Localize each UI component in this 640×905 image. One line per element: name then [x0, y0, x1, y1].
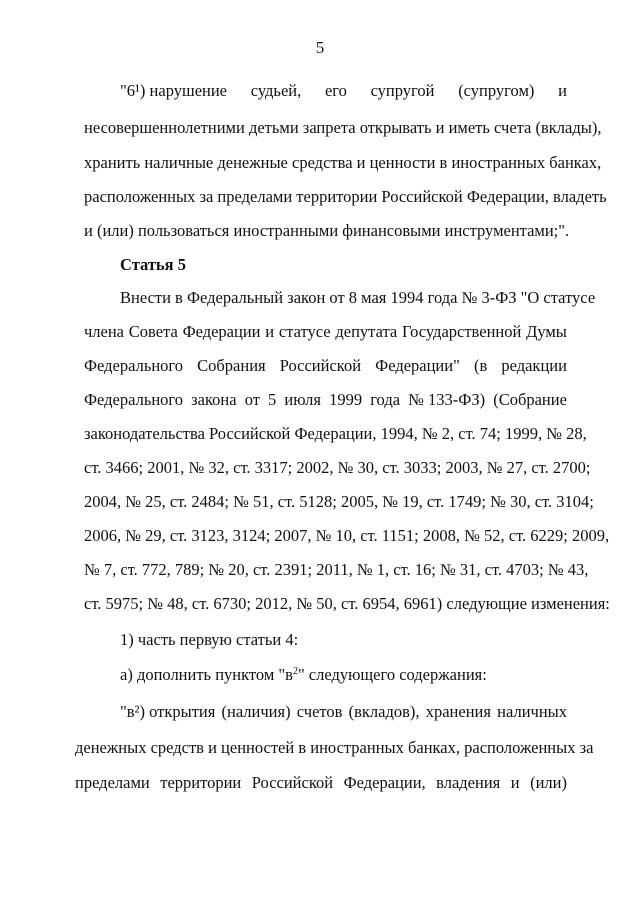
word: хранения	[425, 702, 491, 721]
item-a-text-after: " следующего содержания:	[297, 665, 487, 684]
word: (наличия)	[221, 702, 291, 721]
word: Федерального	[84, 356, 184, 375]
paragraph-6-1-line-1	[120, 81, 567, 101]
word: счетов	[296, 702, 343, 721]
word: (или)	[530, 773, 567, 792]
word: Думы	[526, 322, 567, 341]
word: и	[510, 773, 520, 792]
word: 5	[268, 390, 277, 409]
word: Совета	[128, 322, 178, 341]
word: члена	[84, 322, 125, 341]
word: редакции	[501, 356, 567, 375]
paragraph-6-1-line-4: расположенных за пределами территории Российской Федерации, владеть	[84, 187, 607, 206]
word: Федерального	[84, 390, 184, 409]
word: депутата	[335, 322, 398, 341]
paragraph-6-1-line-5: и (или) пользоваться иностранными финансовыми инструментами;".	[84, 221, 570, 240]
word: территории	[160, 773, 242, 792]
article-line-10: ст. 5975; № 48, ст. 6730; 2012, № 50, ст. 6954, 6961) следующие изменения:	[84, 594, 610, 613]
article-line-1: Внести в Федеральный закон от 8 мая 1994 года № 3-ФЗ "О статусе	[120, 288, 596, 307]
word: Российской	[279, 356, 362, 375]
word: № 133-ФЗ)	[408, 390, 486, 409]
word: от	[244, 390, 260, 409]
word: судьей,	[250, 81, 302, 100]
word: и	[265, 322, 275, 341]
item-1: 1) часть первую статьи 4:	[120, 630, 299, 649]
word: Федерации	[182, 322, 261, 341]
word: и	[558, 81, 567, 100]
item-a-text-before: а) дополнить пунктом "в	[120, 665, 293, 684]
quote-v2-line-2: денежных средств и ценностей в иностранных банках, расположенных за	[75, 738, 594, 757]
word: Российской	[251, 773, 334, 792]
word: закона	[191, 390, 237, 409]
word: июля	[284, 390, 321, 409]
word: наличных	[497, 702, 567, 721]
item-a	[120, 665, 567, 685]
quote-v2-line-1	[120, 702, 567, 722]
word: "в²) открытия	[120, 702, 216, 721]
word: Федерации"	[375, 356, 460, 375]
word: (в	[473, 356, 488, 375]
article-line-4	[84, 390, 567, 410]
word: (супругом)	[458, 81, 535, 100]
article-line-7: 2004, № 25, ст. 2484; № 51, ст. 5128; 2005, № 19, ст. 1749; № 30, ст. 3104;	[84, 492, 594, 511]
word: Федерации,	[343, 773, 426, 792]
word: 1999	[329, 390, 363, 409]
word: статусе	[278, 322, 331, 341]
word: супругой	[370, 81, 435, 100]
word: владения	[436, 773, 501, 792]
article-line-9: № 7, ст. 772, 789; № 20, ст. 2391; 2011, № 1, ст. 16; № 31, ст. 4703; № 43,	[84, 560, 589, 579]
article-heading: Статья 5	[120, 255, 186, 274]
article-line-6: ст. 3466; 2001, № 32, ст. 3317; 2002, № 30, ст. 3033; 2003, № 27, ст. 2700;	[84, 458, 591, 477]
word: "6¹) нарушение	[120, 81, 228, 100]
quote-v2-line-3	[75, 773, 567, 793]
page-number: 5	[315, 38, 325, 57]
article-line-3	[84, 356, 567, 376]
paragraph-6-1-line-3: хранить наличные денежные средства и ценности в иностранных банках,	[84, 153, 602, 172]
word: (Собрание	[493, 390, 567, 409]
paragraph-6-1-line-2: несовершеннолетними детьми запрета открывать и иметь счета (вклады),	[84, 118, 602, 137]
item-a-superscript: 2	[292, 666, 298, 677]
article-line-5: законодательства Российской Федерации, 1994, № 2, ст. 74; 1999, № 28,	[84, 424, 587, 443]
word: пределами	[75, 773, 150, 792]
word: Государственной	[401, 322, 522, 341]
word: Собрания	[197, 356, 266, 375]
word: его	[324, 81, 347, 100]
word: (вкладов),	[348, 702, 420, 721]
article-line-2	[84, 322, 567, 342]
article-line-8: 2006, № 29, ст. 3123, 3124; 2007, № 10, ст. 1151; 2008, № 52, ст. 6229; 2009,	[84, 526, 610, 545]
word: года	[370, 390, 401, 409]
